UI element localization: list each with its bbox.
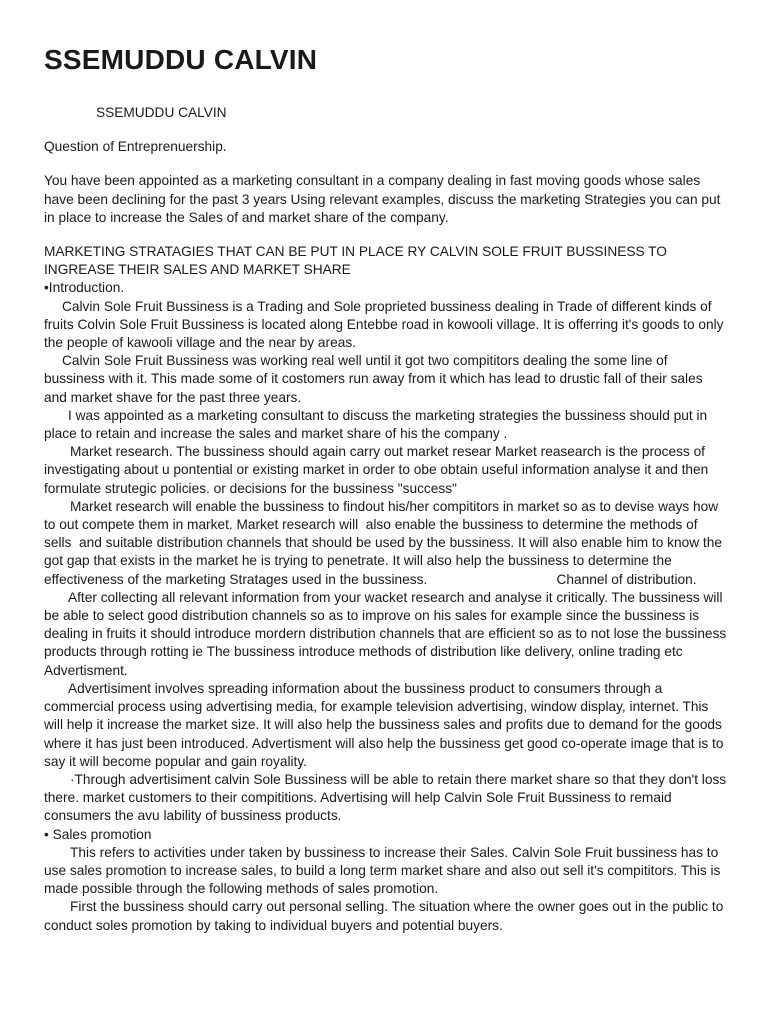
paragraph-6: After collecting all relevant information from your wacket research and analyse it critically. The bussiness will be able to select good distribution channels so as to improve on his sales for example since the bussiness is dealing in fruits it should introduce mordern distribution channels that are efficient so as to not lose the bussiness products through rotting ie The bussiness introduce methods of distribution like delivery, online trading etc	[44, 589, 727, 660]
prompt-paragraph: You have been appointed as a marketing consultant in a company dealing in fast moving goods whose sales have been declining for the past 3 years Using relevant examples, discuss the marketing Strategies you can put in place to increase the Sales of and market share of the company.	[44, 173, 721, 225]
paragraph-7: Advertisiment involves spreading information about the bussiness product to consumers through a commercial process using advertising media, for example television advertising, window display, internet. This will help it increase the market size. It will also help the bussiness sales and profits due to demand for the goods where it has just been introduced. Advertisment will also help the bussiness get good co-operate image that is to say it will become popular and gain royality.	[44, 680, 724, 769]
paragraph-8: ·Through advertisiment calvin Sole Bussiness will be able to retain there market share so that they don't loss there. market customers to their compititions. Advertising will help Calvin Sole Fruit Bussiness to remaid consumers the avu lability of bussiness products.	[44, 771, 727, 824]
introduction-label: •Introduction.	[44, 280, 125, 296]
paragraph-10: First the bussiness should carry out personal selling. The situation where the owner goes out in the public to conduct soles promotion by taking to individual buyers and potential buyers.	[44, 899, 724, 933]
section-heading: MARKETING STRATAGIES THAT CAN BE PUT IN PLACE RY CALVIN SOLE FRUIT BUSSINESS TO INGREASE THEIR SALES AND MARKET SHARE	[44, 244, 667, 278]
paragraph-4: Market research. The bussiness should again carry out market resear Market reasearch is the process of investigating about u pontential or existing market in order to obe obtain useful information analyse it and then formulate strutegic policies. or decisions for the bussiness "success"	[44, 444, 709, 496]
question-line: Question of Entreprenuership.	[44, 139, 227, 155]
paragraph-3: I was appointed as a marketing consultant to discuss the marketing strategies the bussiness should put in place to retain and increase the sales and market share of his the company .	[44, 407, 708, 442]
paragraph-5: Market research will enable the bussiness to findout his/her compititors in market so as to devise ways how to out compete them in market. Market research will also enable the bussiness to determine the methods of sells and suitable distribution channels that should be used by the bussiness. It will also enable him to know the got gap that exists in the market he is trying to penetrate. It will also help the bussiness to determine the effectiveness of the marketing Stratages used in the bussiness. Channel of distribution.	[44, 498, 726, 587]
advertisment-label: Advertisment.	[44, 662, 128, 678]
sales-promotion-label: • Sales promotion	[44, 826, 152, 842]
paragraph-2: Calvin Sole Fruit Bussiness was working real well until it got two compititors dealing the some line of bussiness with it. This made some of it costomers run away from it which has lead to drustic fall of their sales and market shave for the past three years.	[44, 353, 703, 405]
paragraph-1: Calvin Sole Fruit Bussiness is a Trading and Sole proprieted bussiness dealing in Trade of different kinds of fruits Colvin Sole Fruit Bussiness is located along Entebbe road in kowooli village. It is offerring it's goods to only the people of kawooli village and the near by areas.	[44, 298, 724, 351]
author-line: SSEMUDDU CALVIN	[96, 105, 227, 120]
document-body	[44, 104, 728, 935]
document-title: SSEMUDDU CALVIN	[44, 44, 318, 75]
paragraph-9: This refers to activities under taken by bussiness to increase their Sales. Calvin Sole Fruit bussiness has to use sales promotion to increase sales, to build a long term market share and also out sell it's compititors. This is made possible through the following methods of sales promotion.	[44, 844, 721, 897]
